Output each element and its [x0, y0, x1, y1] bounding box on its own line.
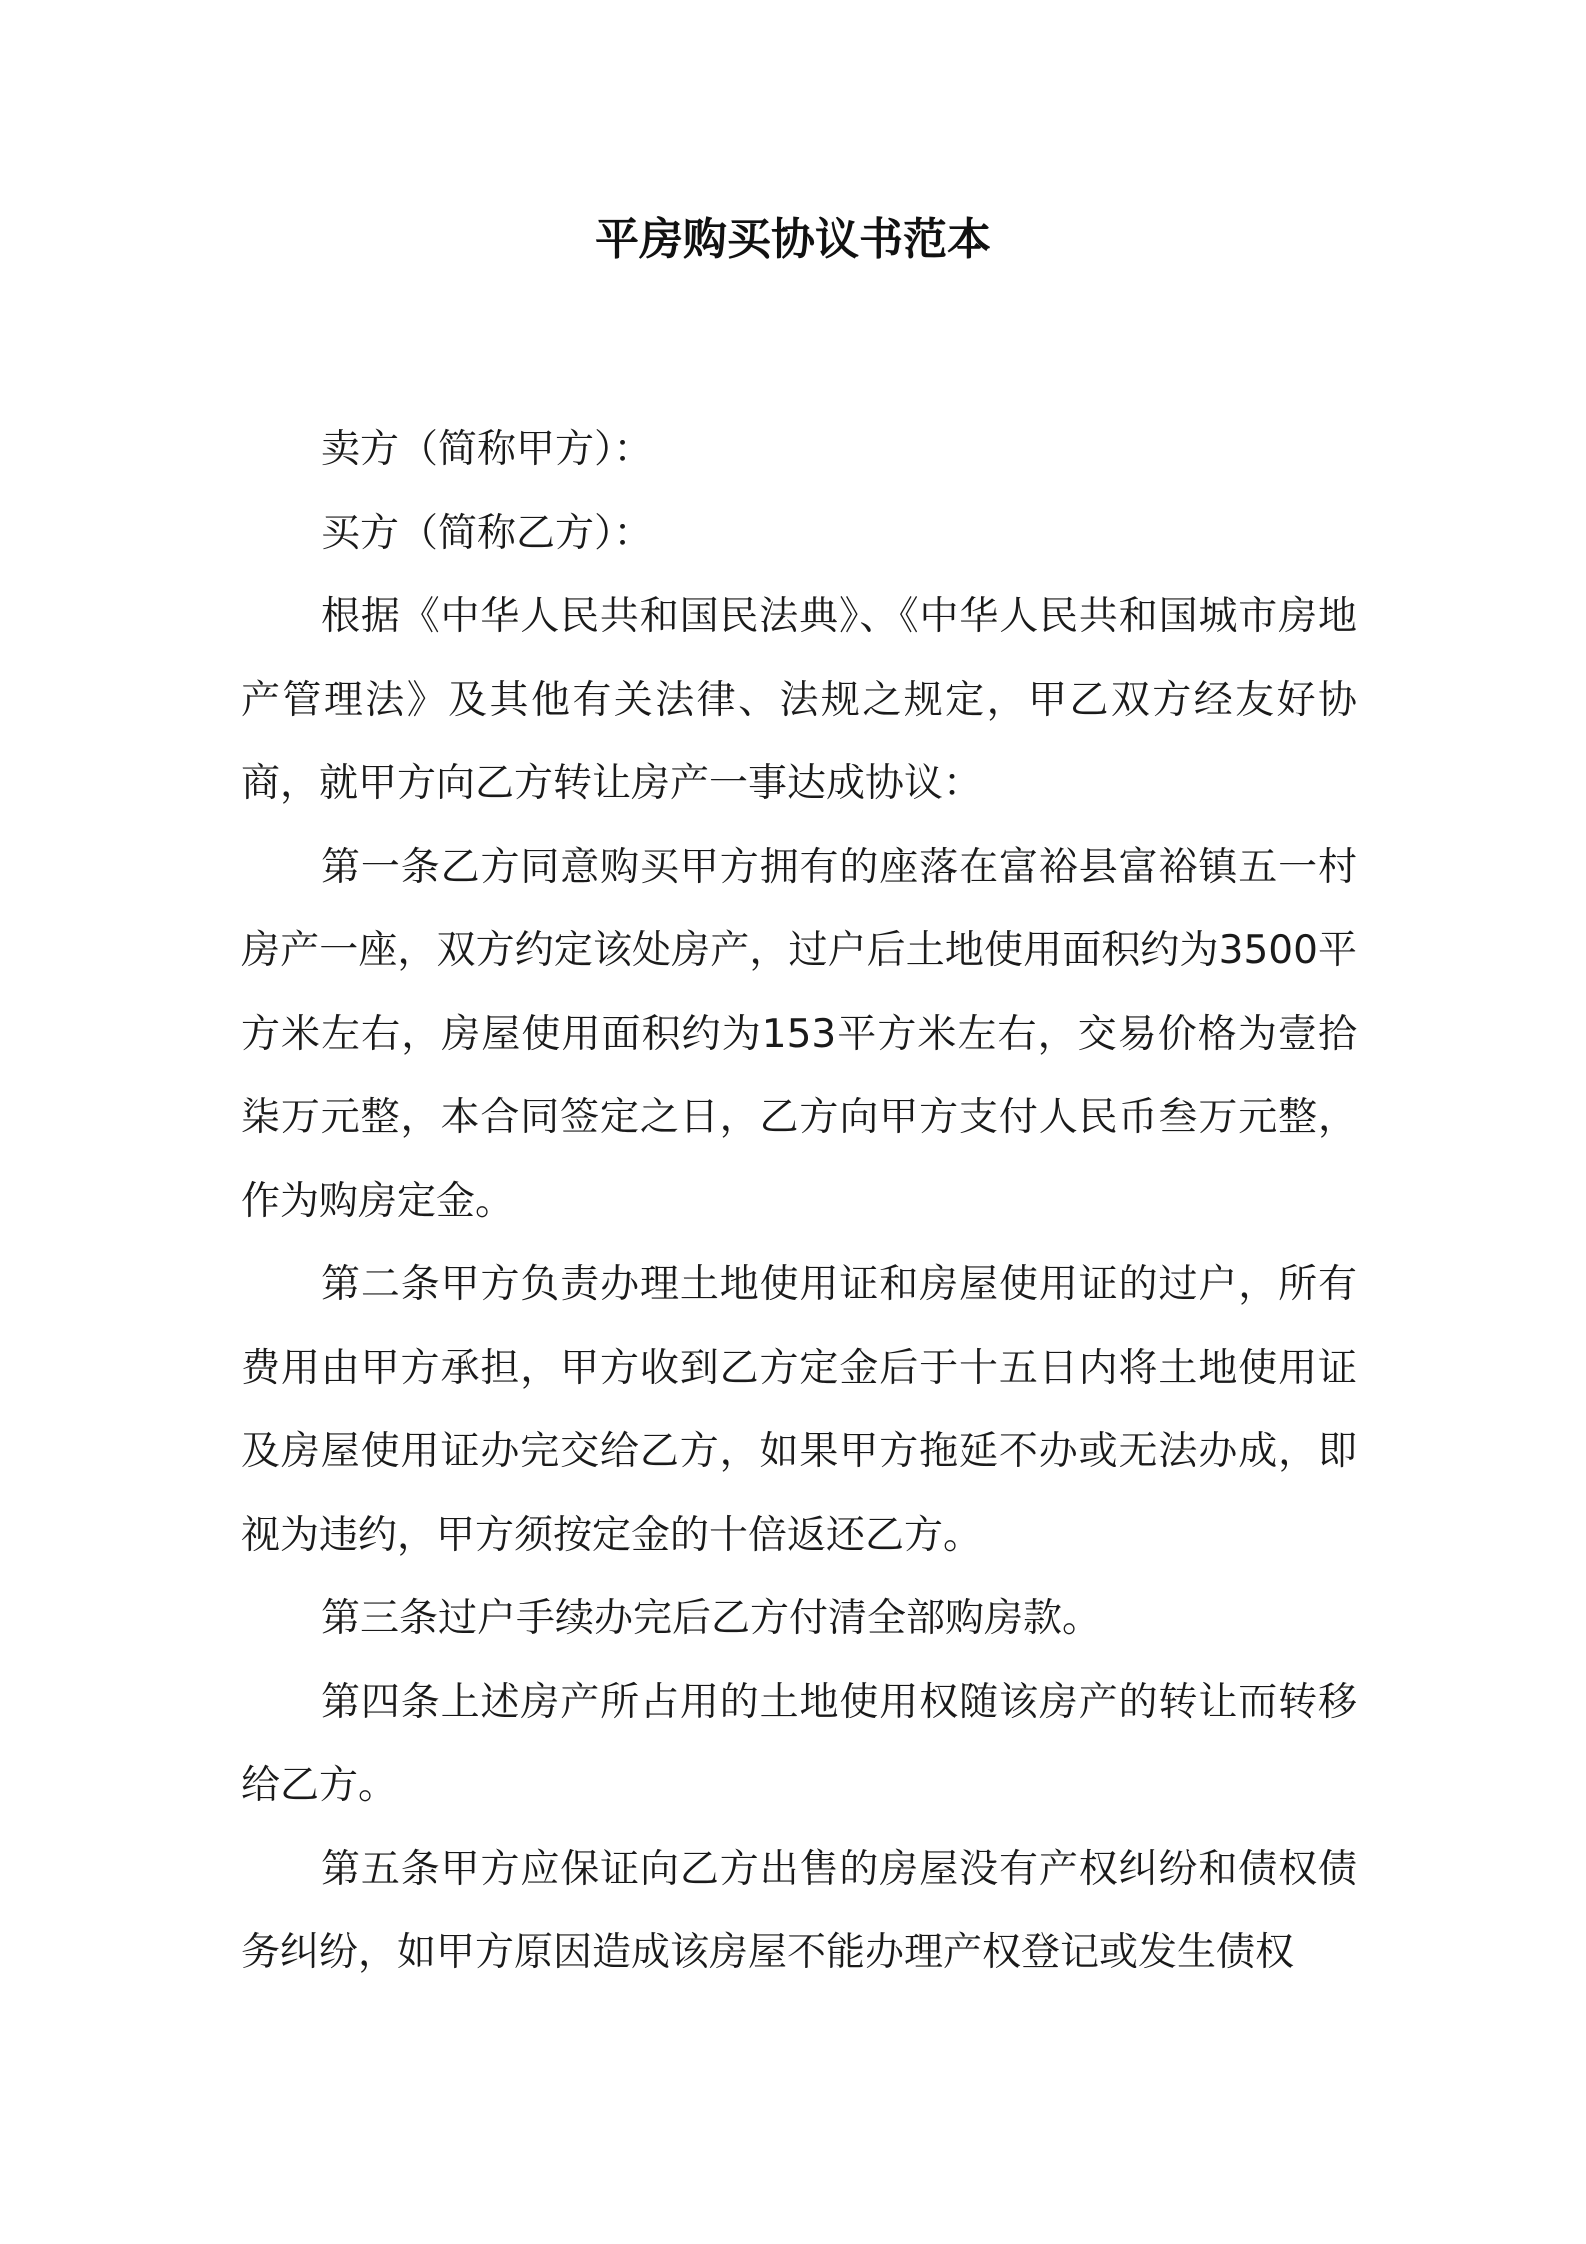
- article-2-paragraph: 第二条甲方负责办理土地使用证和房屋使用证的过户，所有费用由甲方承担，甲方收到乙方定金后于十五日内将土地使用证及房屋使用证办完交给乙方，如果甲方拖延不办或无法办成，即视为违约，甲方须按定金的十倍返还乙方。: [241, 1262, 1357, 1558]
- article-3-paragraph: 第三条过户手续办完后乙方付清全部购房款。: [321, 1596, 1102, 1641]
- seller-line: 卖方（简称甲方）：: [321, 427, 653, 472]
- buyer-line: 买方（简称乙方）：: [321, 510, 653, 556]
- document-title: 平房购买协议书范本: [595, 214, 991, 265]
- preamble-paragraph: 根据《中华人民共和国民法典》、《中华人民共和国城市房地产管理法》及其他有关法律、法规之规定，甲乙双方经友好协商，就甲方向乙方转让房产一事达成协议：: [241, 594, 1357, 806]
- document-body: [241, 408, 1357, 1995]
- article-1-paragraph: 第一条乙方同意购买甲方拥有的座落在富裕县富裕镇五一村房产一座，双方约定该处房产，过户后土地使用面积约为3500平方米左右，房屋使用面积约为153平方米左右，交易价格为壹拾柒万元整，本合同签定之日，乙方向甲方支付人民币叁万元整，作为购房定金。: [241, 844, 1357, 1224]
- article-4-paragraph: 第四条上述房产所占用的土地使用权随该房产的转让而转移给乙方。: [241, 1679, 1357, 1808]
- article-5-paragraph: 第五条甲方应保证向乙方出售的房屋没有产权纠纷和债权债务纠纷，如甲方原因造成该房屋不能办理产权登记或发生债权: [241, 1846, 1357, 1975]
